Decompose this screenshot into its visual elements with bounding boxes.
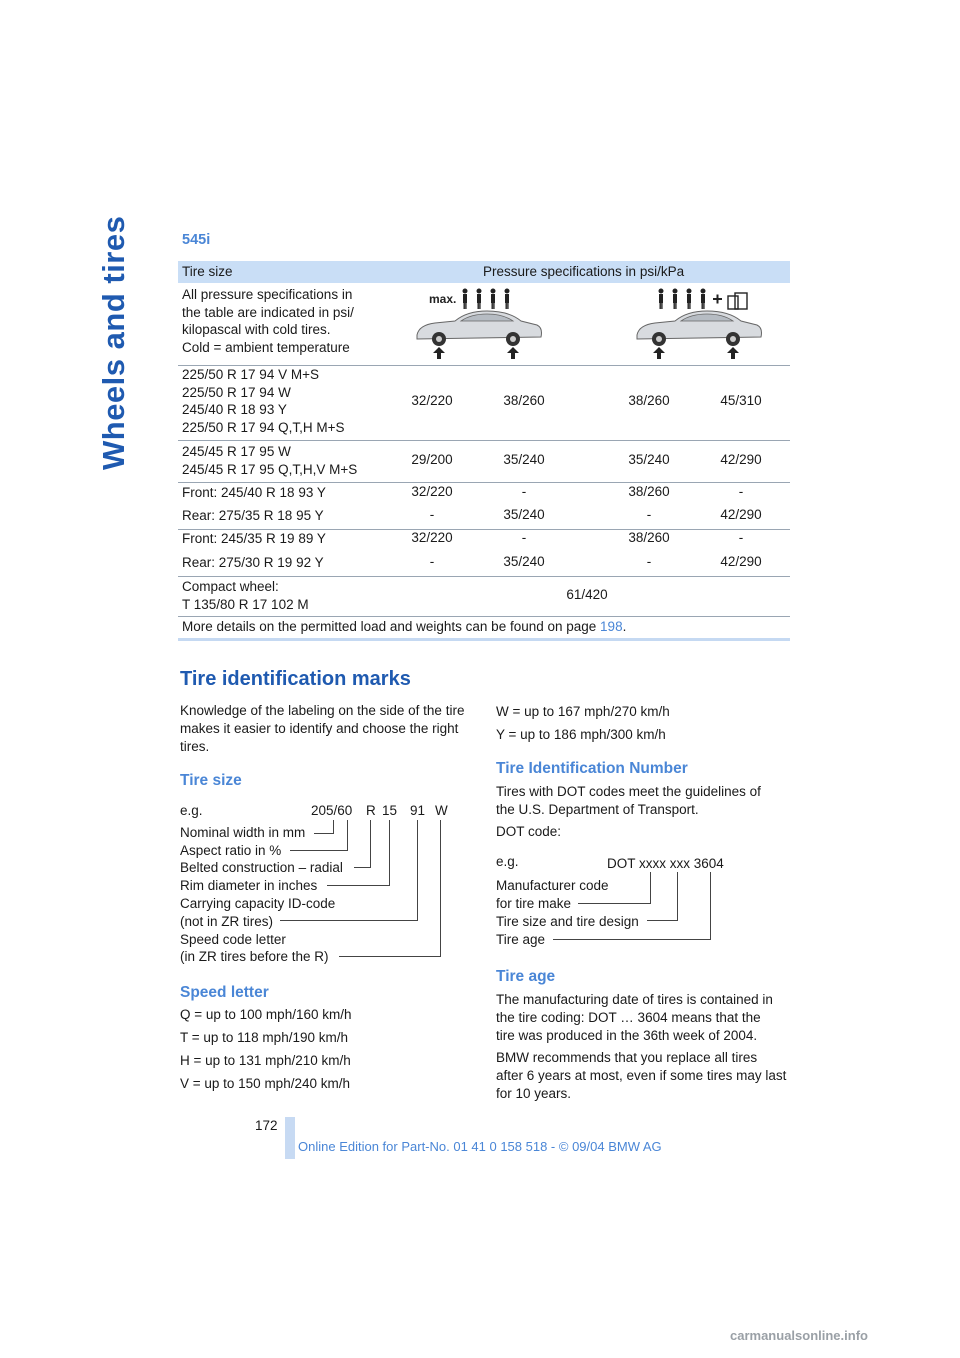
footnote-end: . xyxy=(622,619,627,634)
table-row-sizes xyxy=(182,443,357,478)
connector-line xyxy=(370,820,371,867)
tire-size-value: 225/50 R 17 94 V M+S xyxy=(182,367,319,382)
connector-line xyxy=(677,872,678,920)
table-note xyxy=(182,286,354,356)
pressure-value: 29/200 xyxy=(411,452,453,467)
tire-size-value: Front: 245/40 R 18 93 Y xyxy=(182,485,326,500)
tire-size-value: Rear: 275/30 R 19 92 Y xyxy=(182,555,324,570)
intro-paragraph xyxy=(180,702,464,756)
label-tire-age: Tire age xyxy=(496,932,546,947)
note-line: kilopascal with cold tires. xyxy=(182,322,331,337)
connector-line xyxy=(280,920,418,921)
pressure-value: 38/260 xyxy=(628,530,670,545)
tire-size-value: 225/50 R 17 94 Q,T,H M+S xyxy=(182,419,345,435)
table-header xyxy=(178,261,790,283)
tire-size-heading: Tire size xyxy=(180,772,242,789)
label-rim-diameter: Rim diameter in inches xyxy=(180,878,318,893)
model-label: 545i xyxy=(182,232,211,248)
page-number: 172 xyxy=(255,1118,278,1133)
label-not-zr: (not in ZR tires) xyxy=(180,914,274,929)
pressure-value: - xyxy=(521,484,527,499)
label-nominal-width: Nominal width in mm xyxy=(180,825,306,840)
connector-line xyxy=(389,820,390,885)
pressure-value: 45/310 xyxy=(720,393,762,408)
tire-size-value: Compact wheel: xyxy=(182,579,279,594)
footnote-text: More details on the permitted load and weights can be found on page xyxy=(182,619,601,634)
table-divider xyxy=(178,576,790,577)
table-divider xyxy=(178,440,790,441)
pressure-value: 61/420 xyxy=(566,587,608,602)
text-line: Tires with DOT codes meet the guidelines of xyxy=(496,784,761,799)
connector-line xyxy=(354,867,371,868)
tire-size-value: T 135/80 R 17 102 M xyxy=(182,596,309,612)
connector-line xyxy=(553,939,711,940)
pressure-value: - xyxy=(429,554,435,569)
table-row-sizes xyxy=(182,578,309,613)
pressure-value: 35/240 xyxy=(503,507,545,522)
page-link[interactable]: 198 xyxy=(600,619,623,634)
pressure-value: - xyxy=(429,507,435,522)
speed-item: Q = up to 100 mph/160 km/h xyxy=(180,1007,352,1022)
pressure-value: 35/240 xyxy=(503,554,545,569)
label-tire-make: for tire make xyxy=(496,896,572,911)
code-radial: R xyxy=(366,803,376,818)
tire-arrow-icon xyxy=(433,347,519,359)
connector-line xyxy=(440,820,441,956)
tire-size-value: 245/45 R 17 95 W xyxy=(182,444,291,459)
pressure-value: 42/290 xyxy=(720,452,762,467)
footer-text: Online Edition for Part-No. 01 41 0 158 518 - © 09/04 BMW AG xyxy=(298,1139,662,1154)
tire-age-paragraph-1 xyxy=(496,991,773,1045)
connector-line xyxy=(327,885,390,886)
tin-heading: Tire Identification Number xyxy=(496,760,688,777)
text-line: makes it easier to identify and choose the right xyxy=(180,721,459,736)
text-line: BMW recommends that you replace all tires xyxy=(496,1050,758,1065)
code-load: 91 xyxy=(410,803,426,818)
dot-code-label: DOT code: xyxy=(496,824,562,839)
pressure-value: - xyxy=(646,507,652,522)
pressure-value: 32/220 xyxy=(411,530,453,545)
connector-line xyxy=(650,872,651,903)
pressure-value: 42/290 xyxy=(720,554,762,569)
passengers-icon xyxy=(463,289,510,310)
pressure-value: 38/260 xyxy=(628,393,670,408)
tire-size-value: 225/50 R 17 94 W xyxy=(182,384,291,400)
tire-size-value: Rear: 275/35 R 18 95 Y xyxy=(182,508,324,523)
speed-letter-heading: Speed letter xyxy=(180,984,269,1001)
label-carrying-capacity: Carrying capacity ID-code xyxy=(180,896,336,911)
table-divider xyxy=(178,482,790,483)
note-line: All pressure specifications in xyxy=(182,287,353,302)
label-manufacturer-code: Manufacturer code xyxy=(496,878,609,893)
text-line: for 10 years. xyxy=(496,1086,572,1101)
pressure-value: - xyxy=(738,484,744,499)
pressure-value: 35/240 xyxy=(503,452,545,467)
note-line: Cold = ambient temperature xyxy=(182,339,350,355)
label-zr-before-r: (in ZR tires before the R) xyxy=(180,949,329,964)
label-size-design: Tire size and tire design xyxy=(496,914,639,929)
car-silhouette xyxy=(417,311,542,346)
tire-size-value: Front: 245/35 R 19 89 Y xyxy=(182,531,326,546)
pressure-value: 42/290 xyxy=(720,507,762,522)
pressure-value: 32/220 xyxy=(411,484,453,499)
text-line: tire was produced in the 36th week of 2004. xyxy=(496,1028,758,1043)
table-bottom-rule xyxy=(178,638,790,641)
connector-line xyxy=(333,820,334,833)
section-title: Tire identification marks xyxy=(180,668,411,690)
pressure-value: - xyxy=(521,530,527,545)
connector-line xyxy=(290,850,348,851)
tire-age-heading: Tire age xyxy=(496,968,556,985)
table-row-sizes xyxy=(182,366,344,436)
pressure-value: 35/240 xyxy=(628,452,670,467)
text-line: after 6 years at most, even if some tires may last xyxy=(496,1068,787,1083)
tire-age-paragraph-2 xyxy=(496,1049,786,1103)
table-footnote xyxy=(182,618,626,636)
dot-code-example: DOT xxxx xxx 3604 xyxy=(607,856,724,871)
speed-item: W = up to 167 mph/270 km/h xyxy=(496,704,670,719)
code-speed: W xyxy=(435,803,448,818)
tin-paragraph xyxy=(496,783,761,819)
connector-line xyxy=(647,920,678,921)
pressure-value: 32/220 xyxy=(411,393,453,408)
chapter-side-title xyxy=(96,215,156,470)
pressure-value: - xyxy=(646,554,652,569)
text-line: Knowledge of the labeling on the side of the tire xyxy=(180,703,465,718)
speed-item: V = up to 150 mph/240 km/h xyxy=(180,1076,350,1091)
label-belted: Belted construction – radial xyxy=(180,860,343,875)
speed-item: H = up to 131 mph/210 km/h xyxy=(180,1053,351,1068)
label-speed-code: Speed code letter xyxy=(180,932,286,947)
eg-label: e.g. xyxy=(180,803,203,818)
car-full-load-icon xyxy=(625,285,775,365)
connector-line xyxy=(417,820,418,920)
watermark: carmanualsonline.info xyxy=(730,1328,868,1343)
note-line: the table are indicated in psi/ xyxy=(182,304,354,320)
tire-size-value: 245/40 R 18 93 Y xyxy=(182,402,287,417)
connector-line xyxy=(339,956,441,957)
max-label: max. xyxy=(429,292,457,306)
pressure-value: 38/260 xyxy=(628,484,670,499)
label-aspect-ratio: Aspect ratio in % xyxy=(180,843,282,858)
code-rim: 15 xyxy=(382,803,398,818)
text-line: the tire coding: DOT … 3604 means that the xyxy=(496,1010,761,1025)
connector-line xyxy=(314,833,334,834)
text-line: the U.S. Department of Transport. xyxy=(496,802,699,817)
speed-item: Y = up to 186 mph/300 km/h xyxy=(496,727,666,742)
tire-size-value: 245/45 R 17 95 Q,T,H,V M+S xyxy=(182,461,358,477)
passengers-luggage-icon xyxy=(659,289,748,310)
col-header-tire-size: Tire size xyxy=(182,264,233,279)
connector-line xyxy=(578,903,651,904)
col-header-pressure: Pressure specifications in psi/kPa xyxy=(483,264,685,279)
pressure-value: - xyxy=(738,530,744,545)
text-line: The manufacturing date of tires is contained in xyxy=(496,992,773,1007)
car-normal-load-icon xyxy=(405,285,555,365)
connector-line xyxy=(347,820,348,850)
code-width: 205/60 xyxy=(311,803,353,818)
text-line: tires. xyxy=(180,739,210,754)
speed-item: T = up to 118 mph/190 km/h xyxy=(180,1030,348,1045)
pressure-value: 38/260 xyxy=(503,393,545,408)
footer-bar xyxy=(285,1117,295,1159)
chapter-side-title-text: Wheels and tires xyxy=(96,215,131,470)
table-divider xyxy=(178,616,790,617)
connector-line xyxy=(710,872,711,939)
eg-label: e.g. xyxy=(496,854,519,869)
